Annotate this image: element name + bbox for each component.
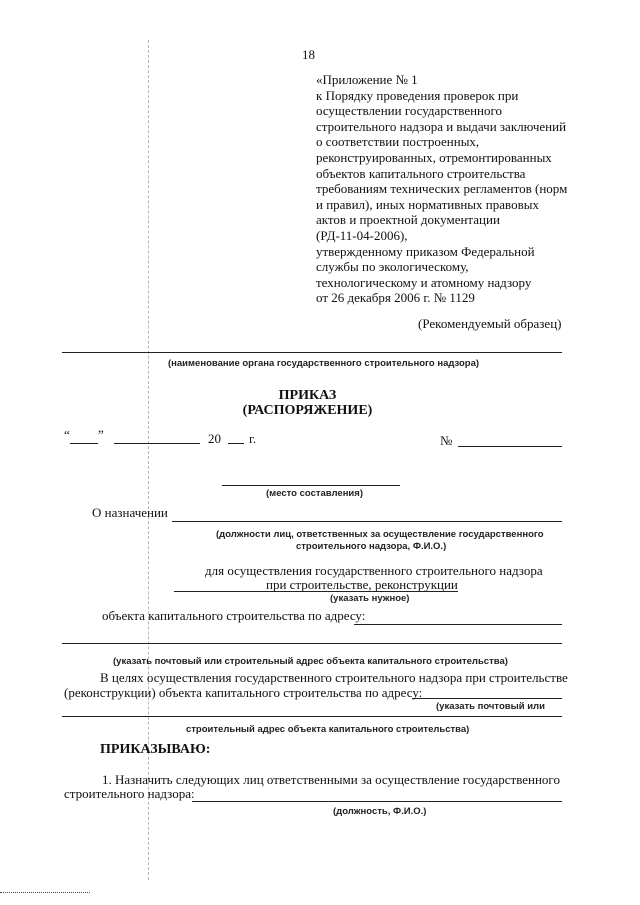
purpose-line1: для осуществления государственного строительного надзора (205, 563, 543, 578)
appendix-line: о соответствии построенных, (316, 134, 480, 150)
object-address-caption: (указать почтовый или строительный адрес объекта капитального строительства) (113, 656, 508, 667)
object-address-line1[interactable] (354, 624, 562, 625)
appendix-line: и правил), иных нормативных правовых (316, 196, 539, 212)
order-number-line[interactable] (458, 446, 562, 447)
date-day-line[interactable] (70, 443, 98, 444)
date-open-quote: “ (64, 427, 70, 442)
appointment-label: О назначении (92, 505, 168, 520)
appendix-line: технологическому и атомному надзору (316, 274, 532, 290)
goal-address-line2[interactable] (62, 716, 562, 717)
goal-address-line1[interactable] (412, 698, 562, 699)
recommended-sample-label: (Рекомендуемый образец) (418, 316, 562, 331)
appendix-line: к Порядку проведения проверок при (316, 87, 519, 103)
purpose-caption: (указать нужное) (330, 593, 410, 604)
appendix-line: актов и проектной документации (316, 212, 500, 228)
order-item1-line[interactable] (192, 801, 562, 802)
appendix-line: реконструированных, отремонтированных (316, 149, 552, 165)
appointment-caption-line2: строительного надзора, Ф.И.О.) (296, 541, 447, 552)
appendix-line: требованиям технических регламентов (норм (316, 181, 568, 197)
authority-name-line[interactable] (62, 352, 562, 353)
appendix-line: «Приложение № 1 (316, 72, 418, 87)
appendix-line: строительного надзора и выдачи заключений (316, 118, 567, 134)
appendix-line: от 26 декабря 2006 г. № 1129 (316, 290, 475, 306)
scan-bottom-edge (0, 892, 90, 893)
goal-caption-right: (указать почтовый или (436, 701, 545, 712)
goal-caption-bottom: строительный адрес объекта капитального строительства) (186, 724, 470, 735)
place-caption: (место составления) (266, 488, 363, 499)
purpose-line2: при строительстве, реконструкции (266, 577, 458, 592)
order-item1-line1: 1. Назначить следующих лиц ответственными за осуществление государственного (102, 772, 560, 787)
page-number: 18 (302, 47, 315, 62)
date-close-quote: ” (98, 427, 104, 442)
appointment-caption-line1: (должности лиц, ответственных за осуществление государственного (216, 529, 544, 540)
document-title: ПРИКАЗ (278, 388, 337, 403)
date-year-suffix: г. (249, 431, 257, 446)
appendix-line: объектов капитального строительства (316, 165, 526, 181)
place-line[interactable] (222, 485, 400, 486)
number-sign: № (440, 433, 453, 448)
appendix-block (316, 72, 567, 306)
appointment-line[interactable] (172, 521, 562, 522)
appendix-line: (РД-11-04-2006), (316, 227, 408, 243)
object-address-line2[interactable] (62, 643, 562, 644)
authority-name-caption: (наименование органа государственного строительного надзора) (168, 358, 480, 369)
appendix-line: осуществлении государственного (316, 103, 503, 119)
appendix-line: службы по экологическому, (316, 259, 469, 275)
date-year-prefix: 20 (208, 431, 221, 446)
document-subtitle: (РАСПОРЯЖЕНИЕ) (242, 403, 373, 418)
object-address-label: объекта капитального строительства по адресу: (102, 608, 366, 623)
appendix-line: утвержденному приказом Федеральной (316, 243, 535, 259)
goal-line1: В целях осуществления государственного строительного надзора при строительстве (100, 670, 568, 685)
date-month-line[interactable] (114, 443, 200, 444)
goal-line2: (реконструкции) объекта капитального строительства по адресу: (64, 685, 423, 700)
order-item1-caption: (должность, Ф.И.О.) (333, 806, 427, 817)
date-year-line[interactable] (228, 443, 244, 444)
purpose-underline[interactable] (174, 591, 458, 592)
order-heading: ПРИКАЗЫВАЮ: (100, 742, 211, 757)
order-item1-line2: строительного надзора: (64, 786, 195, 801)
